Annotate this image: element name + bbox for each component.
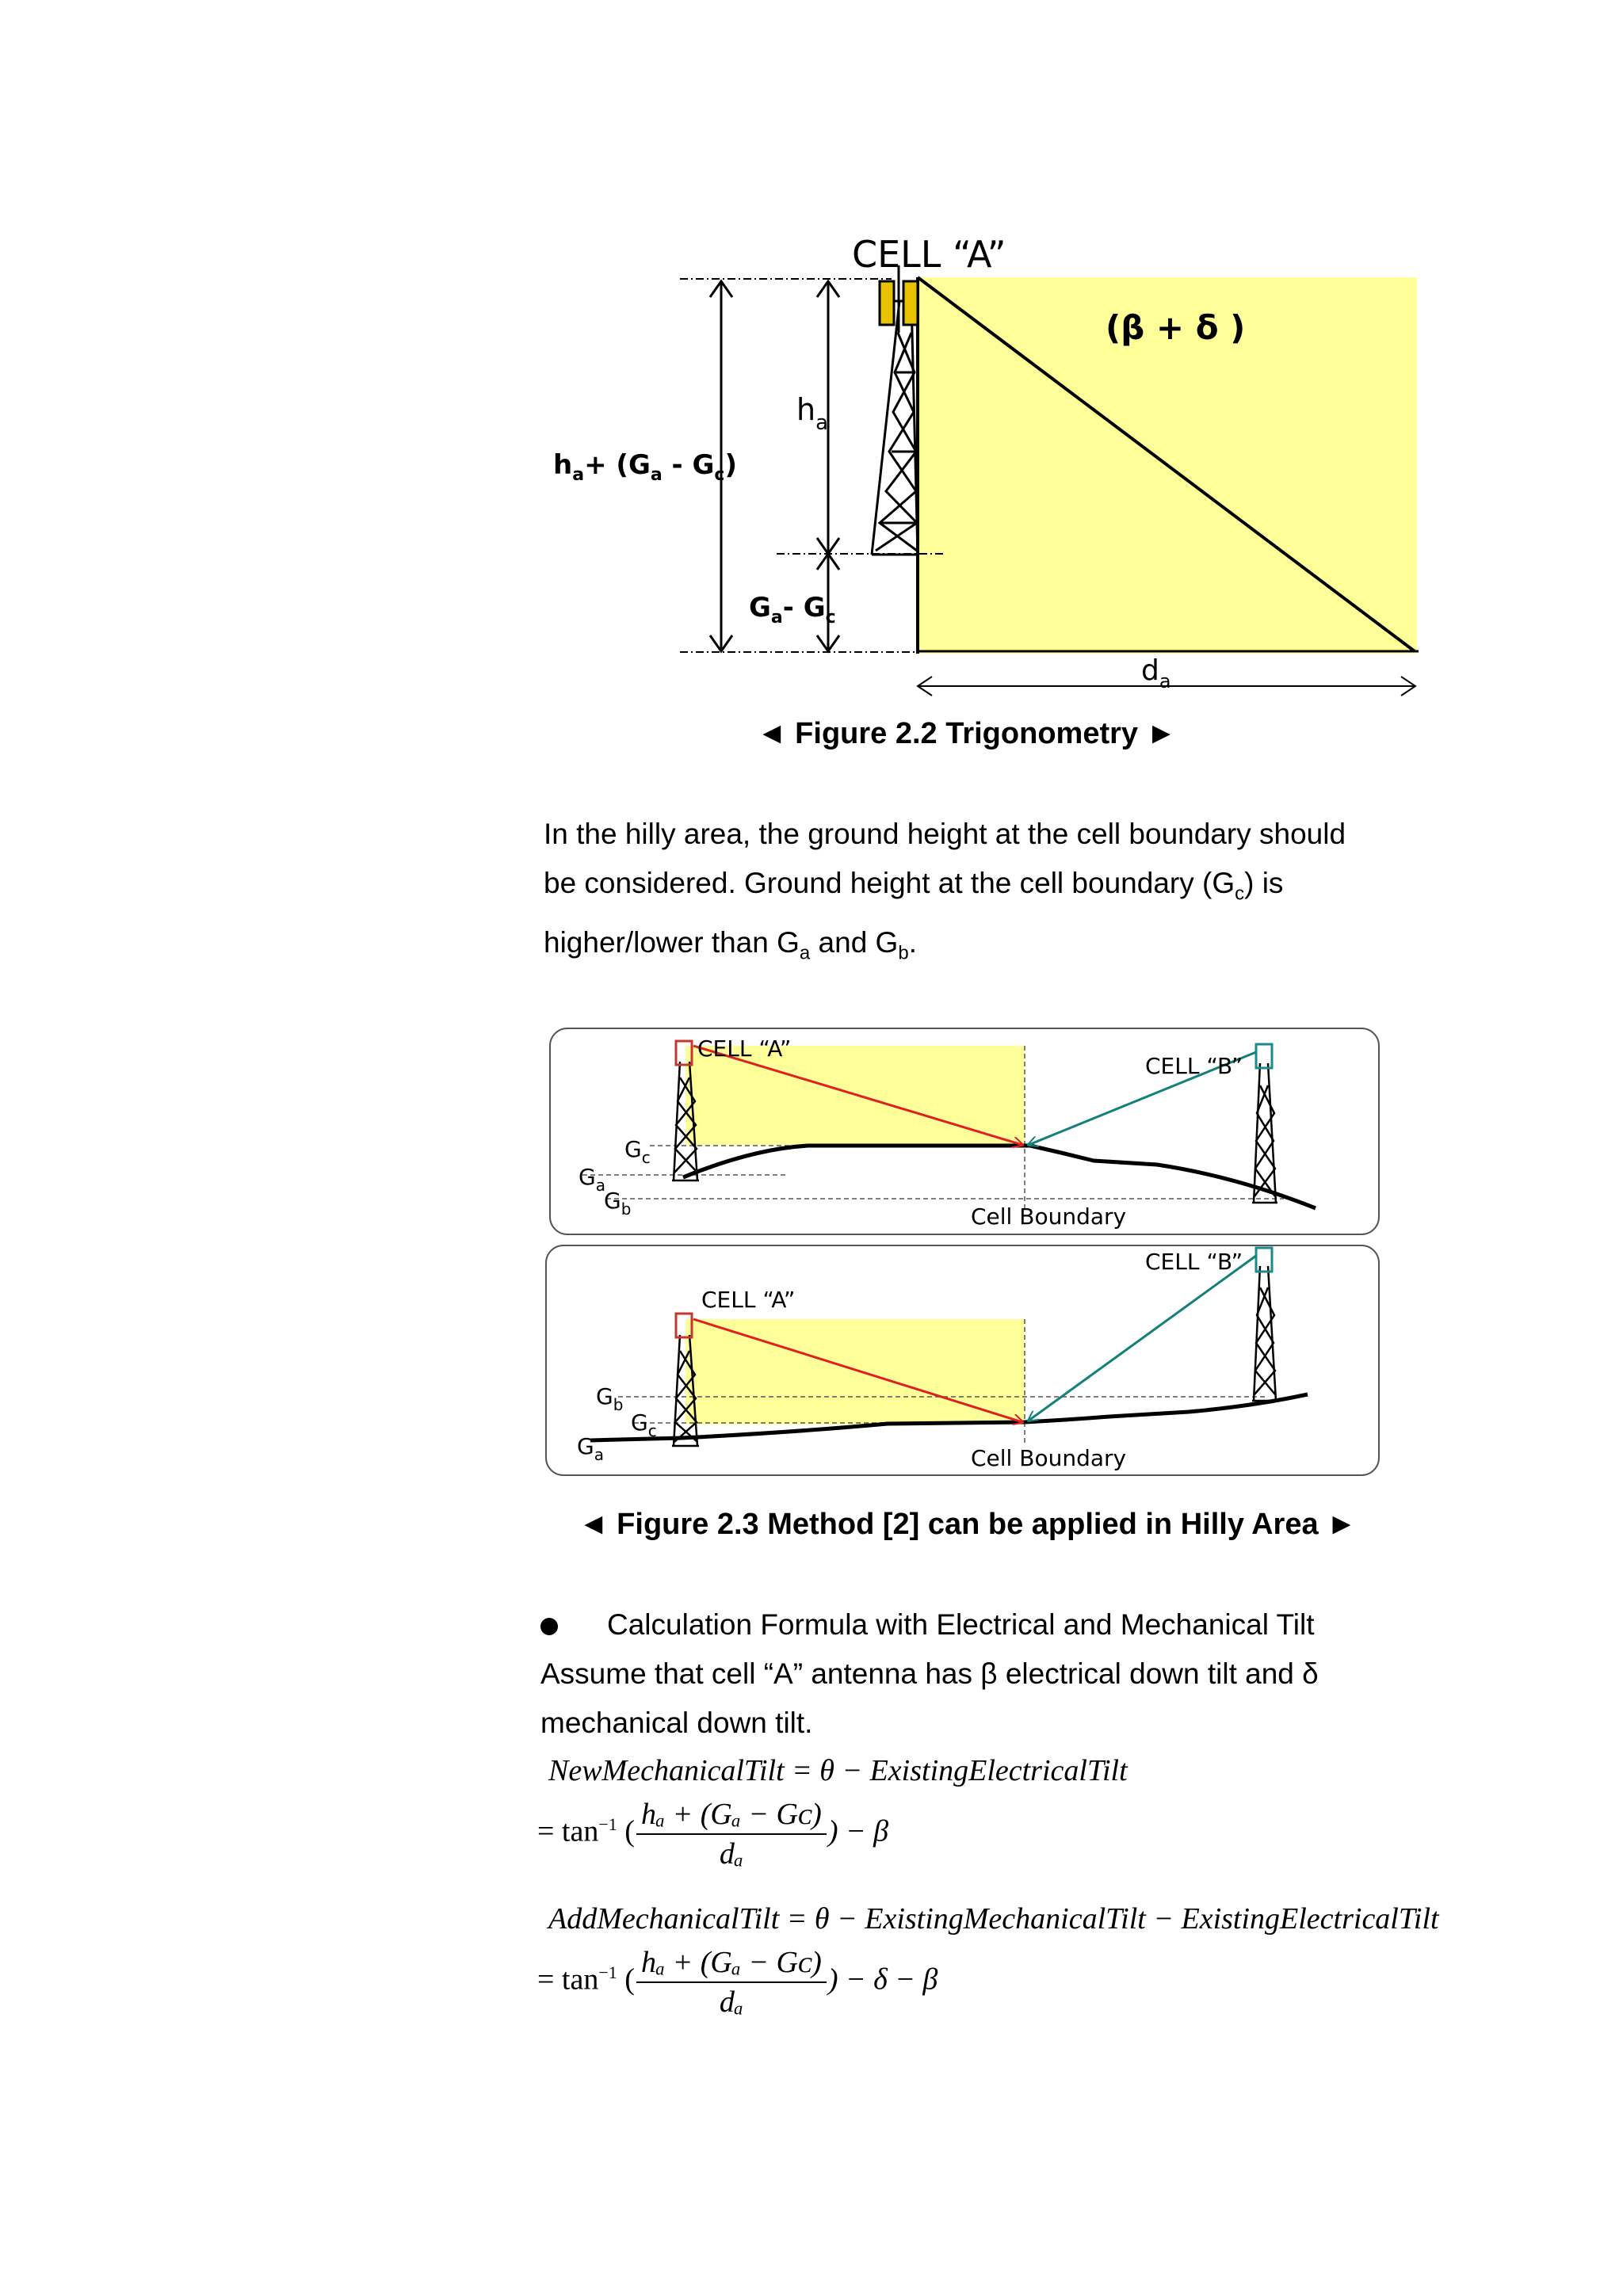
g-label: $G_a$ bbox=[577, 1433, 604, 1464]
formula-new-mechanical-tilt-expansion: = $\tan^{-1}$ ( $\frac{\text{hₐ + (Gₐ − Gᴄ)}}{\text{dₐ}}$ ) − β bbox=[537, 1798, 889, 1871]
tilt-formula-section bbox=[540, 1600, 1319, 1748]
cell-a-label: CELL “A” bbox=[697, 1035, 792, 1062]
formula-new-mechanical-tilt: NewMechanicalTilt = θ − ExistingElectricalTilt bbox=[548, 1754, 1128, 1787]
hilly-panel-1 bbox=[550, 1028, 1379, 1234]
tower-icon bbox=[872, 301, 918, 555]
g-label: $G_c$ bbox=[624, 1136, 651, 1167]
bullet-icon bbox=[540, 1618, 558, 1635]
cell-b-label: CELL “B” bbox=[1145, 1249, 1243, 1275]
figure-2-2-caption: ◄ Figure 2.2 Trigonometry ► bbox=[757, 717, 1177, 750]
cell-boundary-label: Cell Boundary bbox=[971, 1203, 1127, 1230]
bullet-heading: Calculation Formula with Electrical and Mechanical Tilt bbox=[540, 1600, 1319, 1650]
cell-b-label: CELL “B” bbox=[1145, 1053, 1243, 1079]
hilly-panel-2 bbox=[546, 1245, 1379, 1475]
g-label: $G_a$ bbox=[579, 1164, 605, 1195]
paragraph-line-2: be considered. Ground height at the cell boundary $(G_c)$ is bbox=[544, 867, 1284, 905]
hilly-area-paragraph bbox=[544, 810, 1346, 978]
assumption-line-1: Assume that cell “A” antenna has β electrical down tilt and δ bbox=[540, 1657, 1319, 1690]
paragraph-line-3: higher/lower than $G_a$ and $G_b$. bbox=[544, 926, 917, 964]
coverage-area bbox=[685, 1319, 1025, 1425]
ground-diff-label: $G_a-$ $G_c$ bbox=[749, 592, 836, 627]
cell-a-label: CELL “A” bbox=[852, 233, 1006, 276]
figure-2-3-hilly-area bbox=[0, 1014, 1623, 1489]
ha-label: $h_a$ bbox=[796, 392, 829, 435]
cell-boundary-label: Cell Boundary bbox=[971, 1445, 1127, 1471]
assumption-line-2: mechanical down tilt. bbox=[540, 1707, 813, 1739]
paragraph-line-1: In the hilly area, the ground height at the cell boundary should bbox=[544, 818, 1346, 850]
da-label: $d_a$ bbox=[1141, 654, 1171, 692]
figure-2-3-caption: ◄ Figure 2.3 Method [2] can be applied in Hilly Area ► bbox=[579, 1508, 1357, 1541]
g-label: $G_b$ bbox=[596, 1383, 624, 1414]
g-label: $G_c$ bbox=[631, 1409, 657, 1440]
angle-label: (β + δ ) bbox=[1106, 308, 1246, 347]
g-label: $G_b$ bbox=[604, 1188, 632, 1219]
total-height-label: $h_a+ (G_a - G_c)$ bbox=[553, 449, 738, 485]
formula-add-mechanical-tilt: AddMechanicalTilt = θ − ExistingMechanicalTilt − ExistingElectricalTilt bbox=[548, 1902, 1439, 1936]
formula-add-mechanical-tilt-expansion: = $\tan^{-1}$ ( $\frac{\text{hₐ + (Gₐ − Gᴄ)}}{\text{dₐ}}$ ) − δ − β bbox=[537, 1946, 938, 2019]
figure-2-2-trigonometry bbox=[0, 0, 1623, 713]
cell-a-label: CELL “A” bbox=[701, 1287, 796, 1313]
